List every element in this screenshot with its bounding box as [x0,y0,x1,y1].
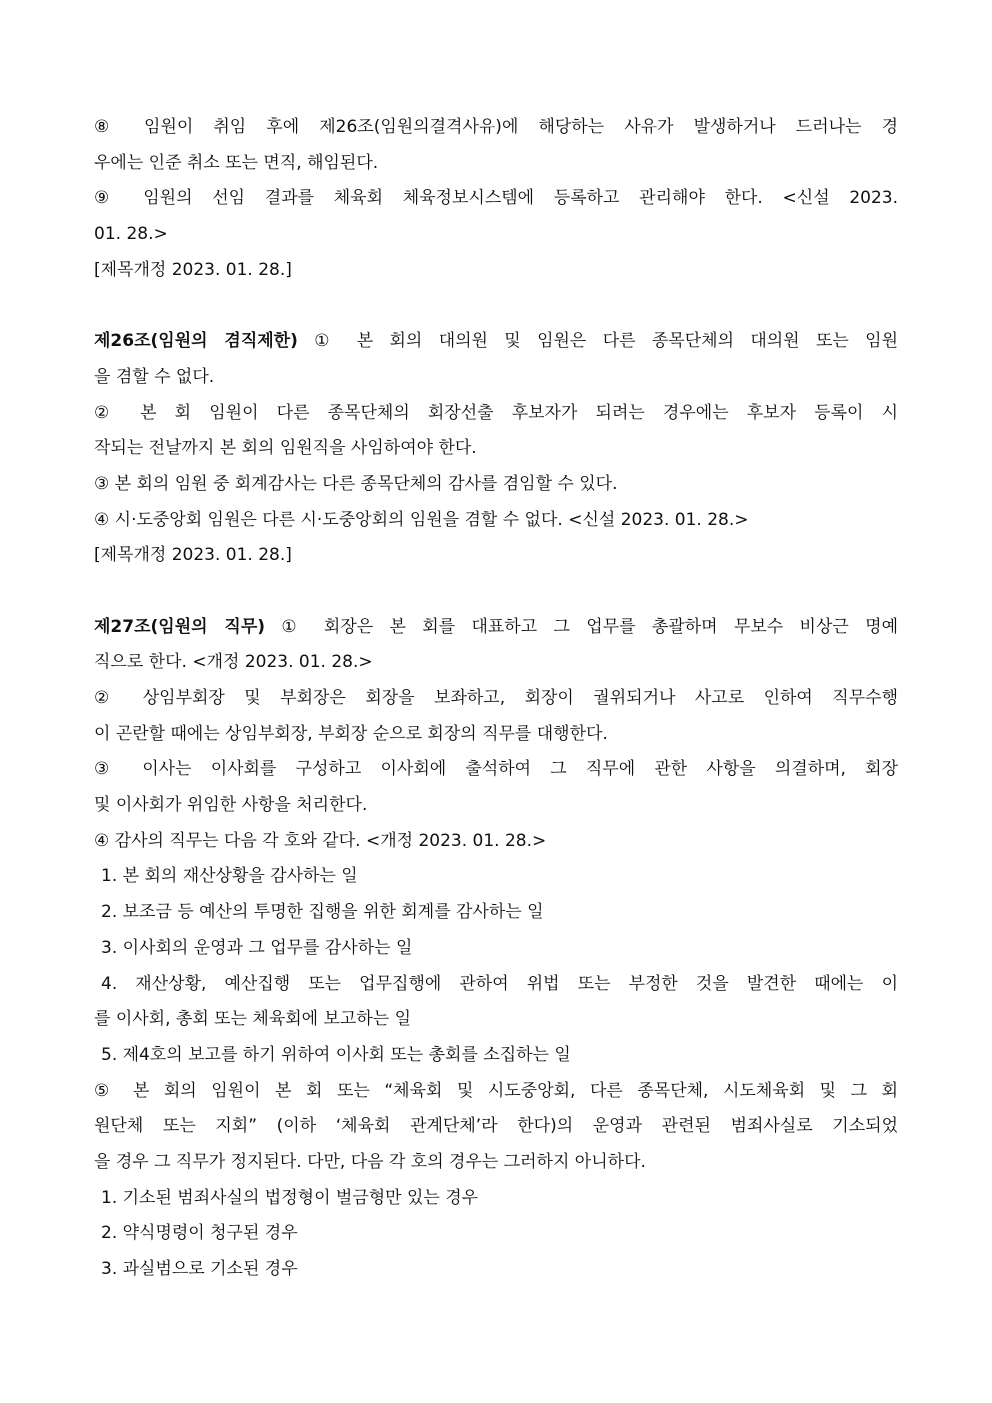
list-item: 1. 본 회의 재산상황을 감사하는 일 [101,866,358,887]
article-26-paragraph-1-line-1: ① 본 회의 대의원 및 임원은 다른 종목단체의 대의원 또는 임원 [297,331,898,352]
paragraph-9-line-2: 01. 28.> [94,224,168,245]
article-27-paragraph-3-line-1: ③ 이사는 이사회를 구성하고 이사회에 출석하여 그 직무에 관한 사항을 의결하며, 회장 [94,759,898,780]
paragraph-8-line-1: ⑧ 임원이 취임 후에 제26조(임원의결격사유)에 해당하는 사유가 발생하거나 드러나는 경 [94,117,898,137]
article-26-heading: 제26조(임원의 겸직제한) [94,331,298,352]
article-26-paragraph-2-line-1: ② 본 회 임원이 다른 종목단체의 회장선출 후보자가 되려는 경우에는 후보자 등록이 시 [94,402,898,423]
article-27-paragraph-4: ④ 감사의 직무는 다음 각 호와 같다. <개정 2023. 01. 28.> [94,830,547,851]
article-27-first-line [94,610,898,646]
title-amendment-note: [제목개정 2023. 01. 28.] [94,259,292,280]
article-27-paragraph-1-line-2: 직으로 한다. <개정 2023. 01. 28.> [94,652,373,673]
article-26-title-amendment-note: [제목개정 2023. 01. 28.] [94,545,292,566]
blank-line [94,574,898,610]
blank-line [94,288,898,324]
list-item: 4. 재산상황, 예산집행 또는 업무집행에 관하여 위법 또는 부정한 것을 발견한 때에는 이 [101,973,898,994]
article-27-paragraph-5-line-2: 원단체 또는 지회” (이하 ‘체육회 관계단체’라 한다)의 운영과 관련된 범죄사실로 기소되었 [94,1116,898,1137]
list-item: 3. 과실범으로 기소된 경우 [101,1259,298,1279]
article-27-paragraph-2-line-2: 이 곤란할 때에는 상임부회장, 부회장 순으로 회장의 직무를 대행한다. [94,723,608,744]
article-27-paragraph-2-line-1: ② 상임부회장 및 부회장은 회장을 보좌하고, 회장이 궐위되거나 사고로 인하여 직무수행 [94,688,898,708]
paragraph-8-line-2: 우에는 인준 취소 또는 면직, 해임된다. [94,152,379,173]
list-item: 2. 보조금 등 예산의 투명한 집행을 위한 회계를 감사하는 일 [101,902,544,923]
article-26-first-line [94,324,898,360]
article-27-paragraph-5-line-3: 을 경우 그 직무가 정지된다. 다만, 다음 각 호의 경우는 그러하지 아니하다. [94,1151,646,1172]
list-item: 3. 이사회의 운영과 그 업무를 감사하는 일 [101,937,413,958]
list-item-continuation: 를 이사회, 총회 또는 체육회에 보고하는 일 [94,1009,412,1030]
list-item: 5. 제4호의 보고를 하기 위하여 이사회 또는 총회를 소집하는 일 [101,1044,571,1065]
article-26-paragraph-2-line-2: 작되는 전날까지 본 회의 임원직을 사임하여야 한다. [94,438,477,459]
paragraph-9-line-1: ⑨ 임원의 선임 결과를 체육회 체육정보시스템에 등록하고 관리해야 한다. <신설 2023. [94,188,898,209]
article-27-heading: 제27조(임원의 직무) [94,616,266,637]
document-page [94,110,898,1288]
article-27-paragraph-3-line-2: 및 이사회가 위임한 사항을 처리한다. [94,795,368,816]
article-26-paragraph-4: ④ 시·도중앙회 임원은 다른 시·도중앙회의 임원을 겸할 수 없다. <신설 2023. 01. 28.> [94,509,749,530]
article-27-paragraph-1-line-1: ① 회장은 본 회를 대표하고 그 업무를 총괄하며 무보수 비상근 명예 [265,616,898,637]
list-item: 1. 기소된 범죄사실의 법정형이 벌금형만 있는 경우 [101,1187,479,1208]
article-26-paragraph-1-line-2: 을 겸할 수 없다. [94,366,215,387]
list-item: 2. 약식명령이 청구된 경우 [101,1223,298,1244]
article-26-paragraph-3: ③ 본 회의 임원 중 회계감사는 다른 종목단체의 감사를 겸임할 수 있다. [94,473,618,494]
article-27-paragraph-5-line-1: ⑤ 본 회의 임원이 본 회 또는 “체육회 및 시도중앙회, 다른 종목단체, 시도체육회 및 그 회 [94,1080,898,1101]
